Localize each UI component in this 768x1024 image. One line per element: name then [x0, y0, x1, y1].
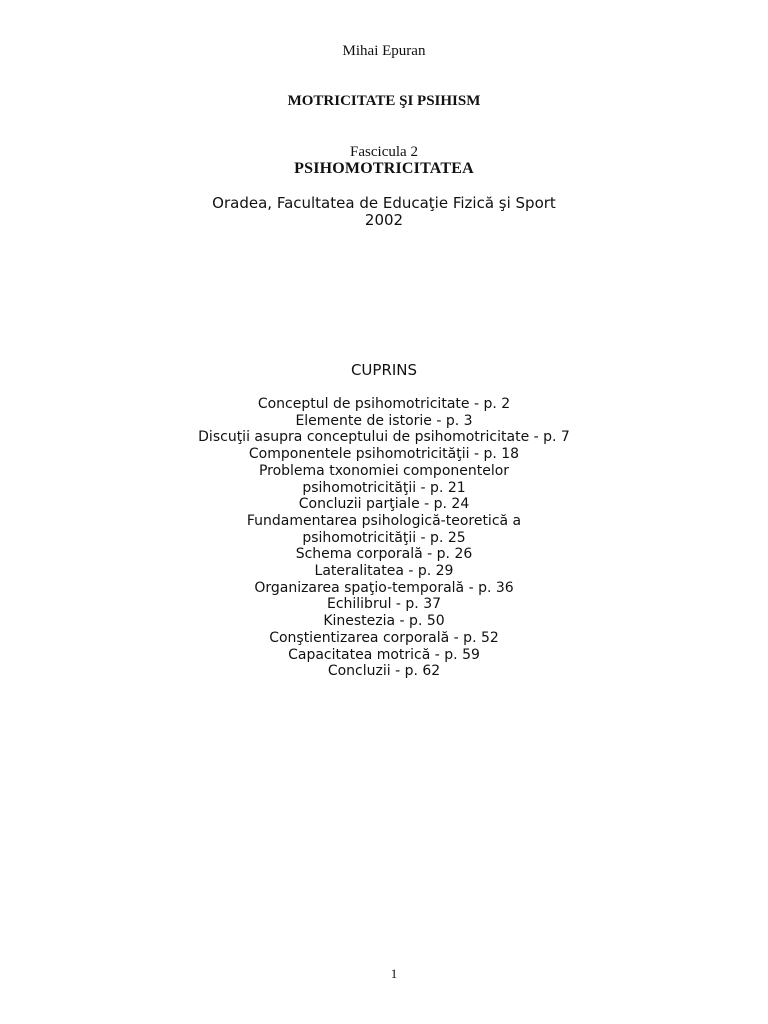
toc-item: Schema corporală - p. 26 — [295, 546, 473, 563]
document-title: MOTRICITATE ŞI PSIHISM — [287, 93, 481, 109]
toc-item: Fundamentarea psihologică-teoretică a — [246, 512, 522, 529]
toc-item: Componentele psihomotricităţii - p. 18 — [248, 446, 520, 463]
page-number: 1 — [390, 966, 398, 981]
toc-item: Kinestezia - p. 50 — [323, 613, 445, 630]
table-of-contents — [0, 396, 768, 680]
toc-item: psihomotricităţii - p. 25 — [302, 529, 466, 546]
toc-item: Discuţii asupra conceptului de psihomotricitate - p. 7 — [198, 429, 570, 446]
toc-item: Lateralitatea - p. 29 — [314, 563, 454, 580]
toc-item: Concluzii - p. 62 — [327, 663, 441, 680]
author-name: Mihai Epuran — [342, 43, 426, 59]
contents-heading: CUPRINS — [350, 361, 418, 379]
toc-item: Echilibrul - p. 37 — [326, 596, 442, 613]
toc-item: Problema txonomiei componentelor — [258, 462, 510, 479]
toc-item: Organizarea spaţio-temporală - p. 36 — [254, 579, 514, 596]
publication-place: Oradea, Facultatea de Educaţie Fizică şi Sport — [212, 194, 556, 212]
toc-item: psihomotricităţii - p. 21 — [302, 479, 466, 496]
toc-item: Concluzii parţiale - p. 24 — [298, 496, 470, 513]
toc-item: Conceptul de psihomotricitate - p. 2 — [257, 396, 511, 412]
document-subtitle: PSIHOMOTRICITATEA — [294, 160, 474, 177]
toc-item: Elemente de istorie - p. 3 — [295, 412, 473, 429]
toc-item: Capacitatea motrică - p. 59 — [288, 646, 480, 663]
publication-year: 2002 — [364, 211, 404, 229]
fascicle-label: Fascicula 2 — [350, 144, 418, 160]
toc-item: Conştientizarea corporală - p. 52 — [269, 629, 499, 646]
